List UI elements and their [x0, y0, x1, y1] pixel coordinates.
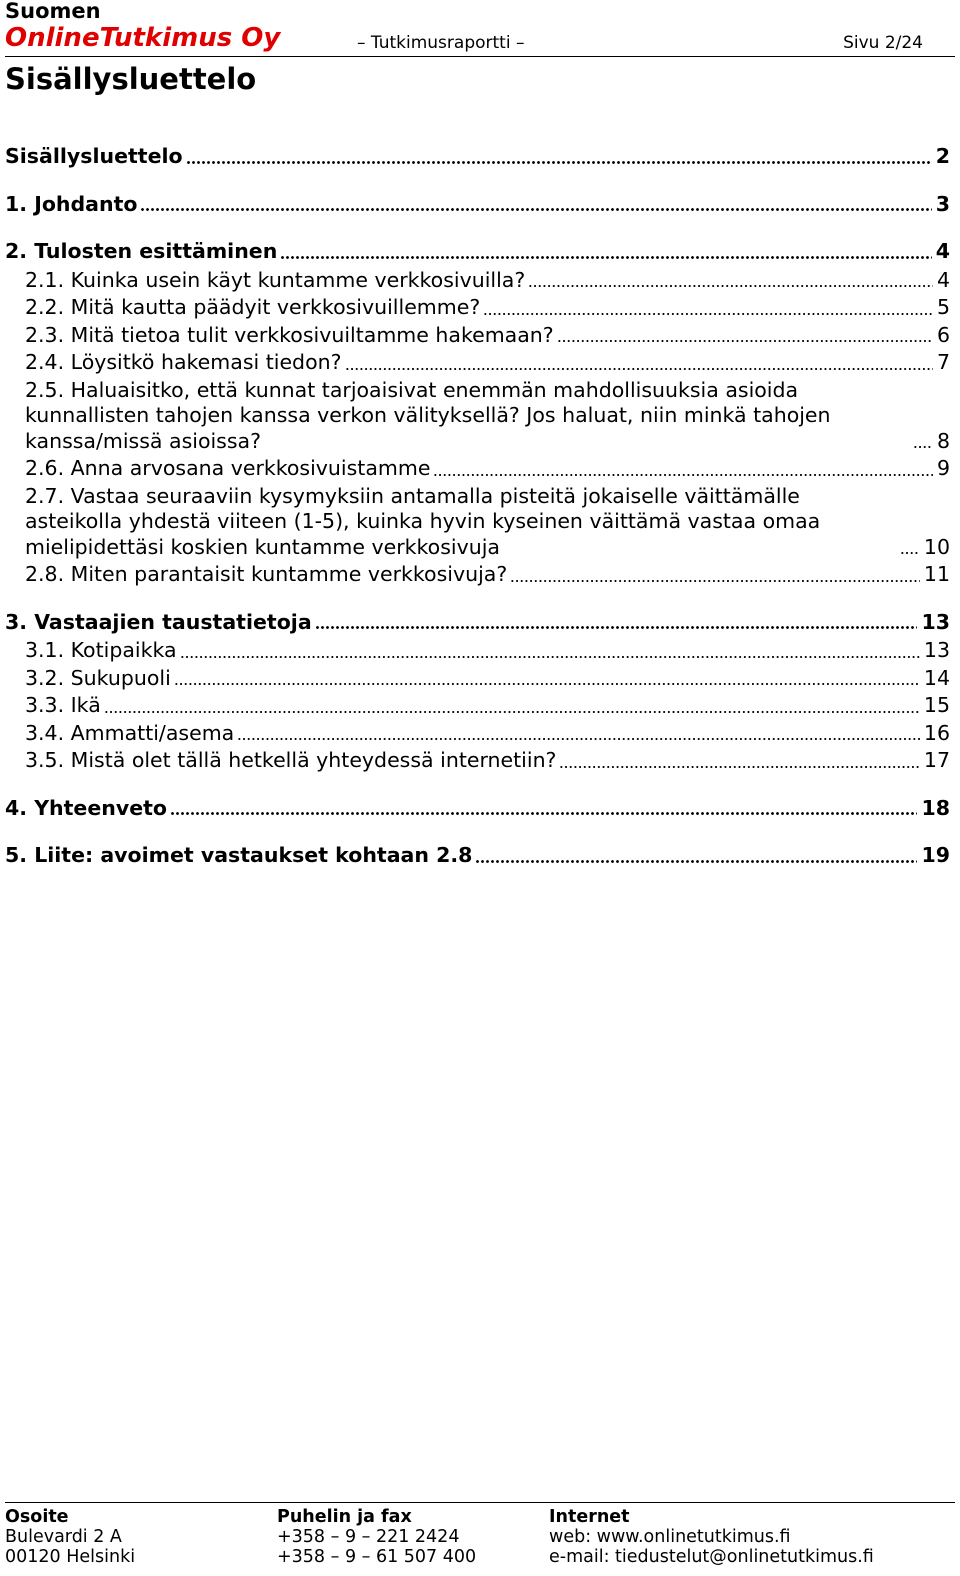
- toc-entry[interactable]: [25, 562, 950, 588]
- toc-entry-page: 15: [923, 693, 950, 717]
- dot-leader: [557, 340, 933, 342]
- footer-phone-line1: +358 – 9 – 221 2424: [277, 1527, 460, 1547]
- toc-entry-label: 3.1. Kotipaikka: [25, 638, 177, 662]
- dot-leader: [433, 474, 932, 476]
- footer-address: [5, 1507, 135, 1567]
- dot-leader: [180, 656, 920, 658]
- toc-entry-page: 16: [923, 720, 950, 745]
- toc-entry[interactable]: [25, 268, 950, 294]
- toc-entry-label: 3.4. Ammatti/asema: [25, 720, 235, 745]
- footer-address-heading: Osoite: [5, 1507, 69, 1527]
- table-of-contents: [5, 144, 950, 872]
- toc-entry-page: 10: [923, 534, 950, 559]
- toc-entry[interactable]: [25, 721, 950, 747]
- toc-entry-page: 14: [923, 665, 950, 690]
- dot-leader: [559, 766, 919, 768]
- toc-entry[interactable]: [5, 843, 950, 869]
- report-label: – Tutkimusraportti –: [357, 33, 525, 53]
- toc-entry[interactable]: [25, 295, 950, 321]
- toc-entry[interactable]: [25, 748, 950, 774]
- toc-entry-label: 2. Tulosten esittäminen: [5, 239, 278, 263]
- toc-entry[interactable]: [25, 323, 950, 349]
- toc-entry-label: 2.8. Miten parantaisit kuntamme verkkosivuja?: [25, 562, 508, 586]
- toc-entry-page: 17: [923, 748, 950, 772]
- company-name-line1: Suomen: [5, 0, 101, 23]
- toc-entry-label: 2.4. Löysitkö hakemasi tiedon?: [25, 350, 342, 374]
- toc-entry[interactable]: [5, 796, 950, 822]
- toc-entry-label: 2.3. Mitä tietoa tulit verkkosivuiltamme hakemaan?: [25, 322, 554, 347]
- toc-entry-label: 5. Liite: avoimet vastaukset kohtaan 2.8: [5, 843, 473, 867]
- toc-entry-page: 13: [921, 609, 950, 634]
- dot-leader: [528, 285, 933, 287]
- page-footer: [5, 1502, 955, 1567]
- toc-entry-page: 19: [921, 843, 950, 867]
- toc-entry-label: 1. Johdanto: [5, 191, 138, 216]
- page-title: Sisällysluettelo: [5, 62, 257, 96]
- toc-entry-label: 3.2. Sukupuoli: [25, 665, 171, 690]
- toc-entry-page: 2: [935, 144, 950, 168]
- page-header: [5, 0, 955, 57]
- dot-leader: [104, 711, 920, 713]
- toc-entry-page: 18: [921, 795, 950, 820]
- footer-address-line2: 00120 Helsinki: [5, 1547, 136, 1567]
- toc-entry-label: 2.7. Vastaa seuraaviin kysymyksiin antamalla pisteitä jokaiselle väittämälle asteikolla yhdestä viiteen (1-5), kuinka hyvin kyseinen väittämä vastaa omaa mielipidettäsi koskien kuntamme verkkosivuja: [25, 483, 821, 559]
- footer-email-link[interactable]: e-mail: tiedustelut@onlinetutkimus.fi: [549, 1547, 874, 1567]
- toc-entry[interactable]: [5, 610, 950, 636]
- dot-leader: [510, 580, 920, 582]
- toc-entry-page: 4: [935, 239, 950, 263]
- footer-web-link[interactable]: web: www.onlinetutkimus.fi: [549, 1527, 791, 1547]
- toc-entry[interactable]: [5, 192, 950, 218]
- toc-entry[interactable]: [25, 484, 950, 561]
- toc-entry-page: 9: [936, 456, 950, 480]
- dot-leader: [315, 626, 918, 629]
- dot-leader: [900, 552, 920, 554]
- toc-entry-label: 3.3. Ikä: [25, 693, 101, 717]
- page-number: Sivu 2/24: [843, 33, 923, 53]
- toc-entry-label: 2.6. Anna arvosana verkkosivuistamme: [25, 456, 431, 480]
- toc-entry-page: 11: [923, 562, 950, 586]
- toc-entry-page: 6: [936, 322, 950, 347]
- toc-entry-label: 3. Vastaajien taustatietoja: [5, 609, 312, 634]
- dot-leader: [913, 446, 933, 448]
- footer-internet-heading: Internet: [549, 1507, 630, 1527]
- dot-leader: [483, 313, 933, 315]
- toc-entry-label: 2.5. Haluaisitko, että kunnat tarjoaisivat enemmän mahdollisuuksia asioida kunnallisten tahojen kanssa verkon välityksellä? Jos haluat, niin minkä tahojen kanssa/missä asioissa?: [25, 377, 831, 453]
- toc-entry-label: 3.5. Mistä olet tällä hetkellä yhteydessä internetiin?: [25, 748, 557, 772]
- toc-entry-label: 2.2. Mitä kautta päädyit verkkosivuillemme?: [25, 295, 481, 319]
- footer-internet: [549, 1507, 874, 1567]
- toc-entry-page: 4: [936, 267, 950, 292]
- toc-entry[interactable]: [25, 378, 950, 455]
- toc-entry-label: 4. Yhteenveto: [5, 795, 167, 820]
- toc-entry-page: 8: [936, 428, 950, 453]
- toc-entry-label: Sisällysluettelo: [5, 144, 183, 168]
- toc-entry-label: 2.1. Kuinka usein käyt kuntamme verkkosivuilla?: [25, 267, 526, 292]
- toc-entry[interactable]: [5, 239, 950, 265]
- toc-entry[interactable]: [25, 693, 950, 719]
- toc-entry[interactable]: [5, 144, 950, 170]
- dot-leader: [170, 812, 917, 815]
- company-name-line2: OnlineTutkimus Oy: [5, 23, 281, 53]
- dot-leader: [237, 738, 920, 740]
- toc-entry-page: 3: [935, 191, 950, 216]
- dot-leader: [140, 208, 931, 211]
- toc-entry-page: 5: [936, 295, 950, 319]
- toc-entry[interactable]: [25, 638, 950, 664]
- toc-entry[interactable]: [25, 350, 950, 376]
- dot-leader: [186, 161, 932, 164]
- toc-entry-page: 13: [923, 638, 950, 662]
- footer-address-line1: Bulevardi 2 A: [5, 1527, 122, 1547]
- dot-leader: [345, 368, 933, 370]
- dot-leader: [174, 683, 920, 685]
- toc-entry-page: 7: [936, 350, 950, 374]
- footer-phone-heading: Puhelin ja fax: [277, 1507, 412, 1527]
- dot-leader: [475, 860, 917, 863]
- dot-leader: [280, 256, 931, 259]
- toc-entry[interactable]: [25, 666, 950, 692]
- footer-phone-line2: +358 – 9 – 61 507 400: [277, 1547, 477, 1567]
- toc-entry[interactable]: [25, 456, 950, 482]
- footer-phone: [277, 1507, 476, 1567]
